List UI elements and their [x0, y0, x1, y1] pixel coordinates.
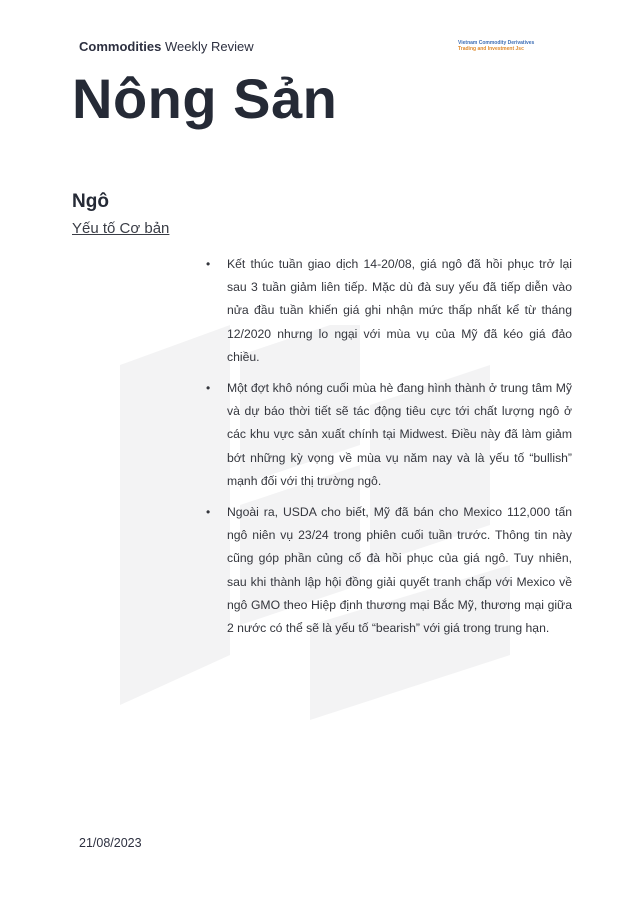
page-title: Nông Sản [72, 67, 338, 130]
bullet-item [206, 377, 572, 493]
bullet-text: Ngoài ra, USDA cho biết, Mỹ đã bán cho Mexico 112,000 tấn ngô niên vụ 23/24 trong phiên cuối tuần trước. Thông tin này cũng góp phần củng cố đà hồi phục của giá ngô. Tuy nhiên, sau khi thành lập hội đồng giải quyết tranh chấp với Mexico về ngô GMO theo Hiệp định thương mại Bắc Mỹ, thương mại giữa 2 nước có thể sẽ là yếu tố “bearish” với giá trong trung hạn. [227, 505, 572, 636]
company-logo [458, 40, 534, 52]
report-series-label [79, 39, 254, 54]
subsection-heading: Yếu tố Cơ bản [72, 220, 170, 237]
bullet-text: Một đợt khô nóng cuối mùa hè đang hình thành ở trung tâm Mỹ và dự báo thời tiết sẽ tác động tiêu cực tới chất lượng ngô ở các khu vực sản xuất chính tại Midwest. Điều này đã làm giảm bớt những kỳ vọng về mùa vụ năm nay và là yếu tố “bullish” mạnh đối với thị trường ngô. [227, 381, 572, 488]
bullet-dot-icon: • [206, 381, 211, 396]
bullet-dot-icon: • [206, 257, 211, 271]
company-name-line2: Trading and Investment Jsc [458, 46, 524, 52]
bullet-list [206, 253, 572, 648]
company-name-line1: Vietnam Commodity Derivatives [458, 40, 535, 46]
bullet-item [206, 253, 572, 369]
bullet-item [206, 501, 572, 640]
report-date: 21/08/2023 [79, 836, 142, 850]
series-bold: Commodities [79, 39, 162, 54]
section-heading: Ngô [72, 191, 109, 212]
bullet-text: Kết thúc tuần giao dịch 14-20/08, giá ngô đã hồi phục trở lại sau 3 tuần giảm liên tiếp. Mặc dù đà suy yếu đã tiếp diễn vào nửa đầu tuần khiến giá ghi nhận mức thấp nhất kể từ tháng 12/2020 nhưng lo ngại với mùa vụ của Mỹ đã kéo giá đảo chiều. [227, 257, 572, 364]
series-rest: Weekly Review [164, 39, 254, 54]
bullet-dot-icon: • [206, 505, 211, 520]
